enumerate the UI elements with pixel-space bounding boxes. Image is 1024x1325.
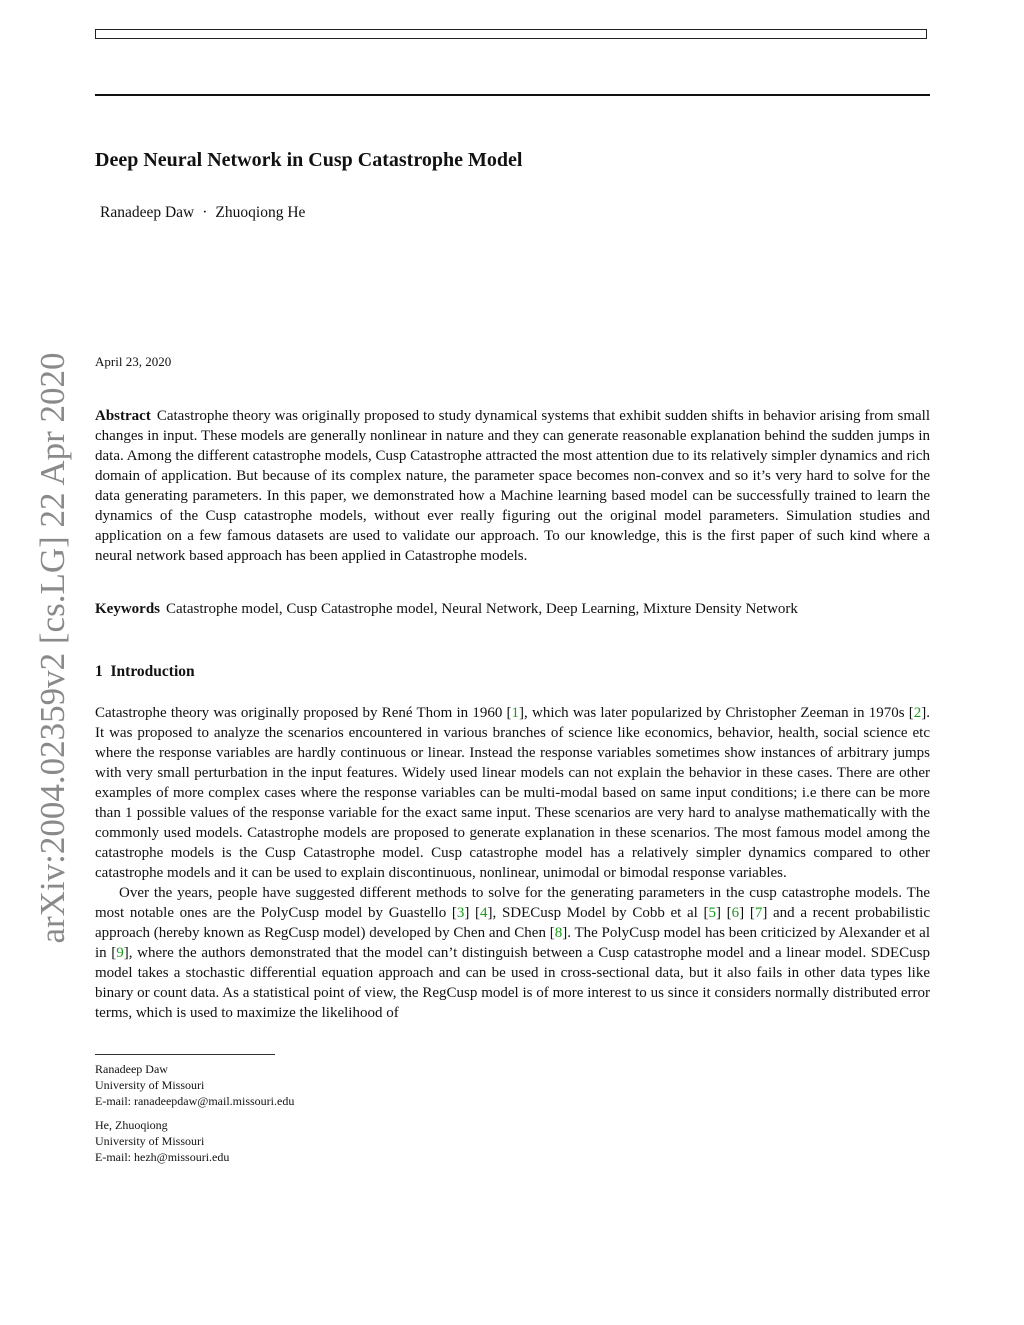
introduction-body [95, 703, 930, 1023]
citation-link[interactable]: 1 [511, 705, 520, 721]
text-run: ], which was later popularized by Christopher Zeeman in 1970s [ [519, 705, 914, 721]
footnote-author-1 [95, 1061, 294, 1109]
abstract-label: Abstract [95, 408, 151, 424]
author-name: Zhuoqiong He [215, 204, 306, 221]
keywords-label: Keywords [95, 601, 160, 617]
footnote-name: Ranadeep Daw [95, 1062, 168, 1076]
header-box [95, 29, 927, 39]
citation-link[interactable]: 2 [913, 705, 922, 721]
text-run: Catastrophe theory was originally proposed by René Thom in 1960 [ [95, 705, 512, 721]
keywords [95, 599, 930, 619]
text-run: ] [ [464, 905, 481, 921]
citation-link[interactable]: 4 [480, 905, 488, 921]
text-run: ], SDECusp Model by Cobb et al [ [487, 905, 709, 921]
footnote-author-2 [95, 1117, 229, 1165]
text-run: ], where the authors demonstrated that the model can’t distinguish between a Cusp catastrophe model and a linear model. SDECusp model takes a stochastic differential equation approach and can be used in cross-sectional data, but it also fails in other data types like binary or count data. As a statistical point of view, the RegCusp model is of more interest to us since it considers normally distributed error terms, which is used to maximize the likelihood of [95, 945, 930, 1021]
citation-link[interactable]: 8 [554, 925, 563, 941]
section-heading [95, 663, 195, 681]
footnote-affiliation: University of Missouri [95, 1078, 205, 1092]
header-rule [95, 94, 930, 96]
footnote-email[interactable]: E-mail: hezh@missouri.edu [95, 1150, 230, 1164]
author-name: Ranadeep Daw [100, 204, 195, 221]
paper-title: Deep Neural Network in Cusp Catastrophe Model [95, 149, 523, 171]
citation-link[interactable]: 9 [116, 945, 124, 961]
citation-link[interactable]: 7 [754, 905, 763, 921]
keywords-text: Catastrophe model, Cusp Catastrophe model, Neural Network, Deep Learning, Mixture Density Network [166, 601, 798, 617]
intro-paragraph-1 [95, 703, 930, 883]
text-run: ]. The PolyCusp model has been criticized by Alexander et al in [ [95, 925, 930, 961]
section-title: Introduction [110, 663, 195, 680]
text-run: ] and a recent probabilistic approach (hereby known as RegCusp model) developed by Chen and Chen [ [95, 905, 930, 941]
footnote-rule [95, 1054, 275, 1055]
footnote-name: He, Zhuoqiong [95, 1118, 168, 1132]
author-list [100, 204, 305, 222]
citation-link[interactable]: 5 [708, 905, 716, 921]
citation-link[interactable]: 3 [456, 905, 465, 921]
arxiv-stamp[interactable]: arXiv:2004.02359v2 [cs.LG] 22 Apr 2020 [33, 352, 72, 944]
abstract-text: Catastrophe theory was originally proposed to study dynamical systems that exhibit sudden shifts in behavior arising from small changes in input. These models are generally nonlinear in nature and they can generate reasonable explanation behind the sudden jumps in data. Among the different catastrophe models, Cusp Catastrophe attracted the most attention due to its relatively simpler dynamics and rich domain of application. But because of its complex nature, the parameter space becomes non-convex and so it’s very hard to solve for the data generating parameters. In this paper, we demonstrated how a Machine learning based model can be successfully trained to learn the dynamics of the Cusp catastrophe models, without ever really figuring out the original model parameters. Simulation studies and application on a few famous datasets are used to validate our approach. To our knowledge, this is the first paper of such kind where a neural network based approach has been applied in Catastrophe models. [95, 408, 930, 564]
text-run: ]. It was proposed to analyze the scenarios encountered in various branches of science like economics, behavior, health, social science etc where the response variables are hardly continuous or linear. Instead the response variables sometimes show instances of arbitrary jumps with very small perturbation in the input features. Widely used linear models can not explain the behavior in these cases. There are other examples of more complex cases where the response variables can be multi-modal based on same input conditions; i.e there can be more than 1 possible values of the response variable for the exact same input. These scenarios are very hard to analyse mathematically with the commonly used models. Catastrophe models are proposed to generate explanation in these scenarios. The most famous model among the catastrophe models is the Cusp Catastrophe model. Cusp catastrophe model has a relatively simpler dynamics compared to other catastrophe models and it can be used to explain discontinuous, nonlinear, unimodal or bimodal response variables. [95, 705, 930, 881]
author-separator: · [202, 204, 208, 221]
text-run: ] [ [739, 905, 755, 921]
text-run: ] [ [716, 905, 732, 921]
text-run: Over the years, people have suggested different methods to solve for the generating parameters in the cusp catastrophe models. The most notable ones are the PolyCusp model by Guastello [ [95, 885, 930, 921]
footnote-affiliation: University of Missouri [95, 1134, 205, 1148]
section-number: 1 [95, 663, 103, 680]
intro-paragraph-2 [95, 883, 930, 1023]
citation-link[interactable]: 6 [731, 905, 740, 921]
abstract [95, 406, 930, 566]
footnote-email[interactable]: E-mail: ranadeepdaw@mail.missouri.edu [95, 1094, 295, 1108]
paper-date: April 23, 2020 [95, 354, 172, 369]
